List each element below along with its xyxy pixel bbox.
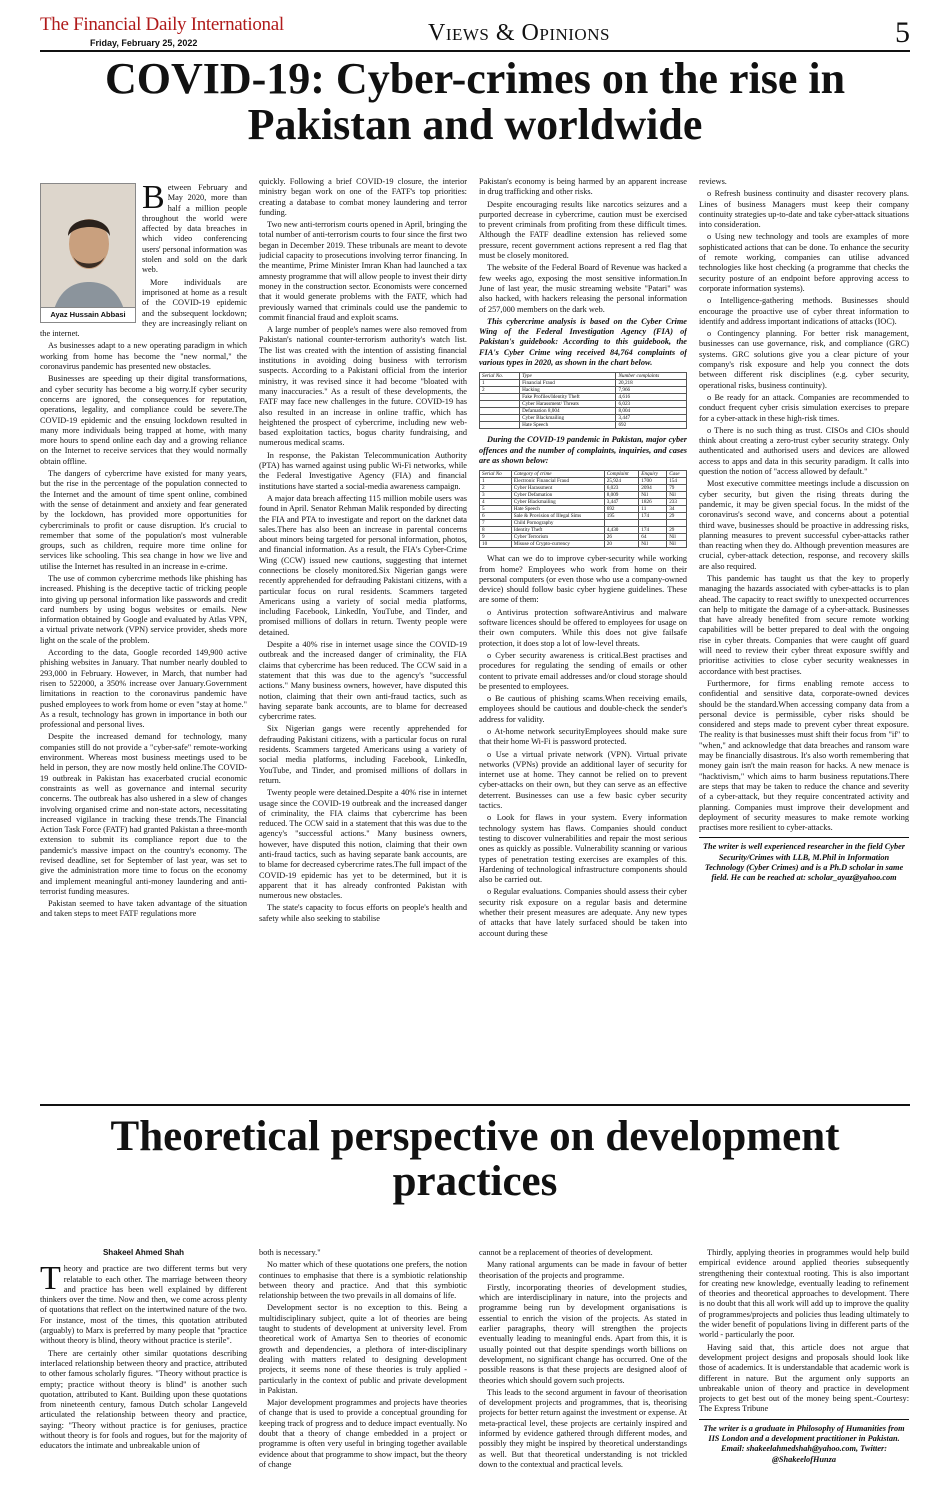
paragraph: o There is no such thing as trust. CISOs and CIOs should think about creating a zero-trust cyber security strategy. Only authenticated and authorised users and devices are allowed access to apps and data in this security paradigm. It calls into question the notion of "access allowed by default." [699, 425, 909, 477]
paragraph: both is necessary." [259, 1248, 321, 1257]
table-cell: 3 [480, 492, 512, 499]
paragraph: A large number of people's names were also removed from Pakistan's national counter-terrorism authority's watch list. The list was created with the intention of assisting financial institutions in avoiding doing business with terrorism suspects. According to a Pakistani official from the interior ministry, it was revised since it had become "bloated with many inaccuracies." As a result of these developments, the FATF may face new challenges in the future. COVID-19 has also resulted in an increase in online traffic, which has heightened the prospect of cybercrime, including new web-based exploitation tactics, bogus charity fundraising, and numerous medical scams. [259, 325, 467, 448]
table-cell [604, 520, 639, 527]
table-cell [480, 415, 520, 422]
table-header: Serial No. [480, 373, 520, 380]
table-cell: 25,924 [604, 478, 639, 485]
article2-byline: Shakeel Ahmed Shah [102, 1248, 185, 1257]
table-cell: 2 [480, 485, 512, 492]
article-divider [40, 1104, 910, 1106]
table-cell: 692 [616, 422, 687, 429]
table-header: Complaint [604, 471, 639, 478]
article1-column-3 [479, 177, 687, 1098]
table-row [480, 408, 687, 415]
paragraph: Despite the increased demand for technology, many companies still do not provide a "cyber-safe" remote-working environment. Whereas most business meetings used to be held in person, they are now mostly held online.The COVID-19 outbreak in Pakistan has exacerbated crucial economic constraints as well as governance and internal security concerns. The outbreak has also ushered in a slew of changes involving organised crime and non-state actors, necessitating increased vigilance in tracking these trends.The Financial Action Task Force (FATF) had granted Pakistan a three-month extension to submit its compliance report due to the pandemic's massive impact on the country's economy. The revised deadline, set for September of last year, was set to give the administration more time to focus on the economy and implement meaningful anti-money laundering and anti-terrorist funding measures. [40, 732, 247, 896]
table-cell: 5 [480, 506, 512, 513]
article1-dropcap: B [142, 183, 165, 216]
table-row [480, 506, 687, 513]
table-cell: 2094 [639, 485, 667, 492]
table-cell: 1 [480, 478, 512, 485]
table-cell: Nil [667, 534, 687, 541]
table-cell: 1700 [639, 478, 667, 485]
table1-intro: This cybercrime analysis is based on the Cyber Crime Wing of the Federal Investigation Agency (FIA) of Pakistan's guidebook: According to this guidebook, the FIA's Cyber Crime wing received 84,764 complaints of various types in 2020, as shown in the chart below. [479, 316, 687, 368]
paragraph: The website of the Federal Board of Revenue was hacked a few weeks ago, exposing the most sensitive information.In June of last year, the music streaming website "Patari" was also hacked, with hackers releasing the personal information of 257,000 members on the dark web. [479, 263, 687, 314]
table-cell [667, 520, 687, 527]
article2-author-note: The writer is a graduate in Philosophy of Humanities from IIS London and a development practitioner in Pakistan. Email: shakeelahmedshah@yahoo.com, Twitter: @ShakeelofHunza [699, 1419, 909, 1465]
table-cell: Cyber Terrorism [511, 534, 604, 541]
article2-lead: heory and practice are two different terms but very relatable to each other. The marriage between theory and practice has been well explained by different thinkers over the time. Now and then, we come across plenty of quotations that reflect on the intertwined nature of the two. For instance, most of the times, this quotation attributed (arguably) to Marx is preferred by many people that "practice without theory is blind, theory without practice is sterile". [40, 1264, 247, 1346]
paragraph: o At-home network securityEmployees should make sure that their home Wi-Fi is password protected. [479, 726, 687, 747]
paragraph: More individuals are imprisoned at home as a result of the COVID-19 epidemic and the subsequent lockdown; they are increasingly reliant on the internet. [40, 277, 247, 339]
paragraph: o Look for flaws in your system. Every information technology system has flaws. Companies should conduct testing to discover vulnerabilities and repair the most serious ones as quickly as possible. Vulnerability scanning or various types of penetration testing exercises are examples of this. Hardening of technological infrastructure components should also be carried out. [479, 813, 687, 885]
paragraph: quickly. Following a brief COVID-19 closure, the interior ministry began work on one of the FATF's top priorities: creating a database to combat money laundering and terror funding. [259, 177, 467, 217]
article2-column-4 [699, 1248, 909, 1500]
table-row [480, 394, 687, 401]
table-row [480, 422, 687, 429]
table-cell: Cyber Blackmailing [511, 499, 604, 506]
section-title: Views & Opinions [428, 20, 610, 46]
table-cell: 64 [639, 534, 667, 541]
issue-date: Friday, February 25, 2022 [90, 38, 198, 48]
table-cell: Defamation 8,004 [520, 408, 616, 415]
table-cell: 10 [480, 541, 512, 548]
table-cell: 233 [667, 499, 687, 506]
table-cell: 8 [480, 527, 512, 534]
article2-column-1 [40, 1248, 247, 1500]
paragraph: o Be cautious of phishing scams.When receiving emails, employees should be cautious and double-check the sender's address for validity. [479, 694, 687, 724]
table-cell: 6,023 [616, 401, 687, 408]
author-caption: Ayaz Hussain Abbasi [41, 307, 135, 322]
table-cell: 1 [480, 380, 520, 387]
table-cell: Hate Speech [511, 506, 604, 513]
table-cell: Financial Fraud [520, 380, 616, 387]
paragraph: Many rational arguments can be made in favour of better theorisation of the projects and programme. [479, 1260, 687, 1280]
article1-lead: etween February and May 2020, more than half a million people throughout the world were affected by data breaches in which video conferencing users' personal information was stolen and sold on the dark web. [142, 183, 247, 275]
paragraph: Firstly, incorporating theories of development studies, which are interdisciplinary in nature, into the projects and programme being run by development organisations is essential to enrich the vision of the projects. As stated in earlier paragraphs, theory will strengthen the projects eventually leading to meaningful ends. Apart from this, it is usually pointed out that despite spendings worth billions on development, no significant change has occurred. One of the possible reasons is that these projects are designed aloof of theories which should govern such projects. [479, 1282, 687, 1385]
table-header: Enquiry [639, 471, 667, 478]
article2-headline: Theoretical perspective on development practices [110, 1113, 840, 1206]
paragraph: o Using new technology and tools are examples of more sophisticated actions that can be done. To enhance the security of remote working, companies can utilise advanced technologies like host checking (a programme that checks the security posture of an endpoint before approving access to corporate information systems). [699, 232, 909, 293]
table-cell: 29 [667, 527, 687, 534]
paragraph: Furthermore, for firms enabling remote access to confidential and sensitive data, corporate-owned devices should be the standard.When accessing company data from a personal device is permissible, cyber risks should be considered and steps made to prevent cyber threat exposure. The reality is that businesses must shift their focus from "if" to "when," and acknowledge that data breaches and ransom ware may be financially disastrous. It's also worth remembering that money gain isn't the main reason for hacks. A new menace is "hacktivism," which aims to harm business reputations.There are steps that may be taken to reduce the chance and severity of a cyber-attack, but they require concentrated activity and planning. Companies must improve their development and deployment of security measures to make remote working practises more resilient to cyber-attacks. [699, 678, 909, 833]
table2-intro: During the COVID-19 pandemic in Pakistan, major cyber offences and the number of complaints, inquiries, and cases are as shown below: [479, 435, 687, 465]
paragraph: Despite encouraging results like narcotics seizures and a purported decrease in cybercrime, caution must be exercised to prevent criminals from profiting from these difficult times. Although the FATF deadline extension has relieved some pressure, recent government actions represent a red flag that must be closely monitored. [479, 199, 687, 261]
paragraph: o Refresh business continuity and disaster recovery plans. Lines of business Managers must keep their company continuity strategies up-to-date and take cyber-attack situations into consideration. [699, 189, 909, 230]
table-cell: 7,966 [616, 387, 687, 394]
paragraph: In response, the Pakistan Telecommunication Authority (PTA) has warned against using public Wi-Fi networks, while the Federal Investigative Agency (FIA) and financial institutions have started a social-media awareness campaign. [259, 450, 467, 491]
table-header: Category of crime [511, 471, 604, 478]
paragraph: o Use a virtual private network (VPN). Virtual private networks (VPNs) provide an additional layer of security for internet use at home. They cannot be relied on to prevent cyber-attacks on their own, but they can serve as an effective deterrent. Businesses can use a few basic cyber security tactics. [479, 749, 687, 811]
paragraph: o Antivirus protection softwareAntivirus and malware software licences should be offered to employees for usage on their own computers. While this does not give failsafe protection, it does stop a lot of low-level threats. [479, 607, 687, 648]
table-header: Type [520, 373, 616, 380]
table-cell: 692 [604, 506, 639, 513]
newspaper-name: The Financial Daily International [40, 14, 284, 35]
table-cell: 2 [480, 387, 520, 394]
paragraph: The use of common cybercrime methods like phishing has increased. Phishing is the deceptive tactic of tricking people into giving up personal information like passwords and credit card numbers by using bogus websites or emails. New information obtained by Google and evaluated by Atlas VPN, a virtual private network (VPN) service provider, sheds more light on the scale of the problem. [40, 573, 247, 645]
table-cell: 20,218 [616, 380, 687, 387]
table-cell: Fake Profiles/Identity Theft [520, 394, 616, 401]
paragraph: A major data breach affecting 115 million mobile users was found in April. Senator Rehman Malik responded by directing the FIA and PTA to investigate and report on the darknet data sales.There has also been an increase in parental concerns about minors being targeted for personal information, photos, and financial information. As a result, the FIA's Cyber-Crime Wing (CCW) issued new cautions, suggesting that internet connections be closely monitored.Six Nigerian gangs were recently apprehended for defrauding Pakistani citizens, with a particular focus on rural residents. Scammers targeted Americans using a variety of social media platforms, including Facebook, LinkedIn, YouTube, and Tinder, and promised millions of dollars in return. Twenty people were detained. [259, 493, 467, 637]
paragraph: This leads to the second argument in favour of theorisation of development projects and programmes, that is, theorising projects for better return against the investment or expense. At meta-practical level, these projects are certainly inspired and informed by evidence gathered through different modes, and possibly they might be inspired by theoretical understandings as well. But that theoretical understanding is not trickled down to the contextual and practical levels. [479, 1387, 687, 1469]
table-row [480, 485, 687, 492]
paragraph: Thirdly, applying theories in programmes would help build empirical evidence around applied theories subsequently strengthening their contextual rooting. This is also important for creating new knowledge, eventually leading to refinement of theories and theoretical approaches to development. There is no doubt that this all work will add up to improve the quality of programmes/projects and policies thus leading ultimately to the wider benefit of populations living in different parts of the world - particularly the poor. [699, 1248, 909, 1340]
table-cell: 3,447 [604, 499, 639, 506]
table-cell [639, 520, 667, 527]
table-cell: Nil [639, 492, 667, 499]
paragraph: What can we do to improve cyber-security while working from home? Employees who work from home on their personal computers (or even those who use a company-owned device) should follow basic cyber hygiene guidelines. These are some of them: [479, 554, 687, 605]
paragraph: o Contingency planning. For better risk management, businesses can use governance, risk, and compliance (GRC) systems. GRC solutions give you a clear picture of your company's risk exposure and help you connect the dots between different risk disciplines (e.g. cyber security, operational risks, business continuity). [699, 329, 909, 390]
table-cell: Hate Speech [520, 422, 616, 429]
table-cell: Electronic Financial Fraud [511, 478, 604, 485]
table-cell: 174 [639, 513, 667, 520]
paragraph: As businesses adapt to a new operating paradigm in which working from home has become the "new normal," the coronavirus pandemic has presented new obstacles. [40, 341, 247, 372]
table-row [480, 478, 687, 485]
paragraph: Development sector is no exception to this. Being a multidisciplinary subject, quite a lot of theories are being taught to students of development at university level. From theoretical work of Amartya Sen to theories of economic growth and dependencies, a plethora of inter-disciplinary dealing with matters related to designing development projects, it seems none of these theories is truly applied - particularly in the context of public and private development in Pakistan. [259, 1303, 467, 1395]
paragraph: Most executive committee meetings include a discussion on cyber security, but given the rising threats during the pandemic, it may be given special focus. In the midst of the coronavirus's second wave, and concerns about a potential third wave, businesses should be proactive in addressing risks, planning measures to prevent successful cyber-attacks rather than reacting when they do. Although prevention measures are crucial, cyber-attack detection, response, and recovery skills are also required. [699, 479, 909, 571]
author-photo [40, 183, 136, 323]
table-cell: 8,004 [616, 408, 687, 415]
paragraph: Six Nigerian gangs were recently apprehended for defrauding Pakistani citizens, with a particular focus on rural residents. Scammers targeted Americans using a variety of social media platforms, including Facebook, LinkedIn, YouTube, and Tinder, and promised millions of dollars in return. [259, 724, 467, 785]
table-row [480, 415, 687, 422]
paragraph: The state's capacity to focus efforts on people's health and safety while also seeking to stabilise [259, 903, 467, 923]
table-cell: 29 [667, 513, 687, 520]
paragraph: reviews. [699, 177, 727, 186]
table-cell: 154 [667, 478, 687, 485]
author-portrait-icon [41, 184, 136, 323]
paragraph: o Cyber security awareness is critical.Best practises and procedures for regulating the sending of emails or other content to private email addresses and/or cloud storage should be presented to employees. [479, 650, 687, 691]
table-cell: Nil [667, 492, 687, 499]
table-cell: 195 [604, 513, 639, 520]
table-cell: 34 [667, 506, 687, 513]
article1-headline: COVID-19: Cyber-crimes on the rise in Pakistan and worldwide [104, 54, 846, 150]
table-cell: Cyber Harassment [511, 485, 604, 492]
article2-dropcap: T [40, 1260, 61, 1298]
article1-column-2 [259, 177, 467, 1098]
table-cell [480, 401, 520, 408]
paragraph: Major development programmes and projects have theories of change that is used to provide a conceptual grounding for keeping track of progress and to deduce impact eventually. No doubt that a theory of change embedded in a project or programme is often very useful in bringing together available evidence about that programme to show impact, but the theory of change [259, 1398, 467, 1469]
table-row [480, 380, 687, 387]
masthead [40, 14, 910, 54]
paragraph: o Regular evaluations. Companies should assess their cyber security risk exposure on a regular basis and determine whether their present measures are adequate. Any new types of attacks that have lately surfaced should be taken into account during these [479, 887, 687, 938]
paragraph: Having said that, this article does not argue that development project designs and proposals should look like those of academics. It is understandable that academic work is different in nature. But the argument only supports an unbreakable union of theory and practice in development projects to get best out of the money being spent.-Courtesy: The Express Tribune [699, 1342, 909, 1414]
table-cell: 174 [639, 527, 667, 534]
table-cell: Cyber Defamation [511, 492, 604, 499]
paragraph: Twenty people were detained.Despite a 40% rise in internet usage since the COVID-19 outbreak and the increased danger of criminality, the FIA claims that cybercrime has been reduced. The CCW said in a statement that this was due to the agency's "successful actions." Many business owners, however, have disputed this notion, claiming that their own anti-fraud tactics, such as having separate bank accounts, are to blame for decreased cybercrime rates.The full impact of the COVID-19 epidemic has yet to be determined, but it is apparent that it has already confronted Pakistan with numerous new obstacles. [259, 788, 467, 901]
table-cell: Misuse of Crypto-currency [511, 541, 604, 548]
table-row [480, 387, 687, 394]
table-header: Number complaints [616, 373, 687, 380]
table-cell [480, 422, 520, 429]
table-cell: Child Pornography [511, 520, 604, 527]
table-cell: 6,023 [604, 485, 639, 492]
table-cell: 79 [667, 485, 687, 492]
article2-column-3 [479, 1248, 687, 1500]
table-cell: Identity Theft [511, 527, 604, 534]
table-cell: Cyber Blackmailing [520, 415, 616, 422]
complaints-table [479, 372, 687, 429]
table-row [480, 527, 687, 534]
table-cell: Nil [667, 541, 687, 548]
table-cell: 6 [480, 513, 512, 520]
article1-column-1 [40, 183, 247, 1098]
table-row [480, 513, 687, 520]
table-cell: Hacking [520, 387, 616, 394]
table-cell: Cyber Harassment/ Threats [520, 401, 616, 408]
paragraph: According to the data, Google recorded 149,900 active phishing websites in January. That number nearly doubled to 293,000 in February. However, in March, that number had risen to 522000, a 350% increase over January.Government limitations in reaction to the coronavirus pandemic have pushed employees to work from home or even "stay at home." As a result, technology has grown in importance in both our professional and personal lives. [40, 648, 247, 730]
table-cell [480, 394, 520, 401]
table-header: Case [667, 471, 687, 478]
table-row [480, 520, 687, 527]
paragraph: o Be ready for an attack. Companies are recommended to conduct frequent cyber crisis simulation exercises to prepare for a cyber-attack in these high-risk times. [699, 392, 909, 423]
table-cell [480, 408, 520, 415]
article2-column-2 [259, 1248, 467, 1500]
paragraph: There are certainly other similar quotations describing interlaced relationship between theory and practice, attributed to other famous scholarly figures. "Theory without practice is empty; practice without theory is blind" is another such quotation, attributed to Kant. Building upon these quotations from nineteenth century, famous Dutch scholar Langeveld articulated the relationship between theory and practice, saying: "Theory without practice is for geniuses, practice without theory is for fools and rogues, but for the majority of educators the intimate and unbreakable union of [40, 1348, 247, 1451]
table-row [480, 492, 687, 499]
page-number: 5 [895, 16, 910, 49]
paragraph: Pakistan seemed to have taken advantage of the situation and taken steps to meet FATF regulations more [40, 899, 247, 919]
paragraph: The dangers of cybercrime have existed for many years, but the rise in the percentage of the population connected to the Internet and the amount of time spent online, combined with the sense of detainment and anxiety and fear generated by the lockdown, has provided more opportunities for cybercriminals to profit or cause disruption. It's crucial to remember that some of the population's most vulnerable groups, such as children, require more time online for services like schooling. This sea change in how we live and utilise the Internet has resulted in an increase in e-crime. [40, 469, 247, 571]
table-cell: 20 [604, 541, 639, 548]
masthead-rule [40, 50, 910, 52]
table-cell: 4 [480, 499, 512, 506]
offences-table [479, 470, 687, 548]
paragraph: No matter which of these quotations one prefers, the notion continues to emphasise that there is a symbiotic relationship between theory and practice. And that this symbiotic relationship between the two prevails in all domains of life. [259, 1260, 467, 1301]
paragraph: Two new anti-terrorism courts opened in April, bringing the total number of anti-terrorism courts to four since the first two began in December 2019. These tribunals are meant to devote judicial capacity to prosecutions involving terror financing. In the meantime, Prime Minister Imran Khan had launched a tax amnesty programme that will allow people to invest their dirty money in the construction sector. Economists were concerned that it would generate problems with the FATF, which had previously warned that criminals could use the pandemic to commit financial fraud and exploit scams. [259, 220, 467, 322]
table-cell: 3,447 [616, 415, 687, 422]
paragraph: This pandemic has taught us that the key to properly managing the hazards associated with cyber-attacks is to plan ahead. The capacity to react swiftly to unexpected occurrences can help to mitigate the damage of a cyber-attack. Businesses that have already benefited from secure remote working capabilities will be better prepared to deal with the ongoing rise in cyber threats. Companies that were caught off guard will need to review their cyber threat exposure swiftly and prioritise activities to close cyber security weaknesses in accordance with best practises. [699, 573, 909, 676]
table-cell: Nil [639, 541, 667, 548]
article1-author-note: The writer is well experienced researcher in the field Cyber Security/Crimes with LLB, M.Phil in Information Technology (Cyber Crimes) and is a Ph.D scholar in same field. He can be reached at: scholar_ayaz@yahoo.com [699, 837, 909, 883]
table-row [480, 499, 687, 506]
table-cell: 8,009 [604, 492, 639, 499]
paragraph: Businesses are speeding up their digital transformations, and cyber security has become a big worry.If cyber security concerns are ignored, the consequences for reputation, operations, legality, and compliance could be severe.The COVID-19 epidemic and the ensuing lockdown resulted in many more individuals being trapped at home, with many more hours to spend online each day and a growing reliance on the Internet to receive services that they would normally obtain offline. [40, 374, 247, 466]
table-cell: 4,430 [604, 527, 639, 534]
table-row [480, 541, 687, 548]
table-cell: 9 [480, 534, 512, 541]
table-cell: 7 [480, 520, 512, 527]
paragraph: Pakistan's economy is being harmed by an apparent increase in drug trafficking and other risks. [479, 177, 687, 197]
table-cell: 1826 [639, 499, 667, 506]
table-row [480, 534, 687, 541]
table-cell: 26 [604, 534, 639, 541]
table-cell: 4,616 [616, 394, 687, 401]
table-row [480, 401, 687, 408]
table-cell: 11 [639, 506, 667, 513]
paragraph: cannot be a replacement of theories of development. [479, 1248, 653, 1257]
article1-column-4 [699, 177, 909, 1098]
paragraph: Despite a 40% rise in internet usage since the COVID-19 outbreak and the increased danger of criminality, the FIA claims that cybercrime has been reduced. The CCW said in a statement that this was due to the agency's "successful actions." Many business owners, however, have disputed this notion, claiming that their own anti-fraud tactics, such as having separate bank accounts, are to blame for decreased cybercrime rates. [259, 640, 467, 722]
table-cell: Sale & Provision of Illegal Sims [511, 513, 604, 520]
table-header: Serial No [480, 471, 512, 478]
paragraph: o Intelligence-gathering methods. Businesses should encourage the proactive use of cyber threat information to identify and address important indications of attacks (IOC). [699, 296, 909, 326]
